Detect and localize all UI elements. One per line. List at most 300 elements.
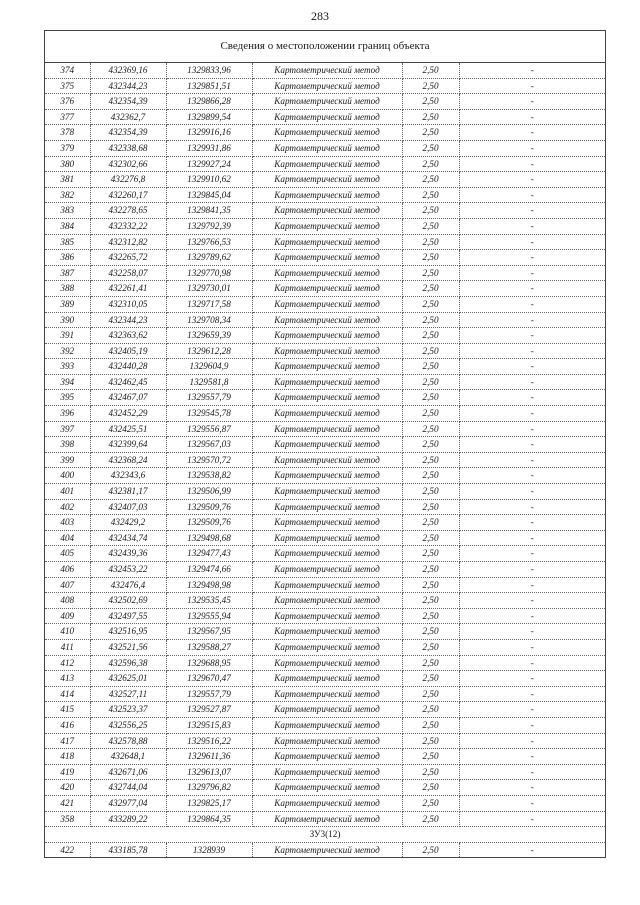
note-cell: -	[459, 468, 605, 484]
y-coordinate-cell: 1329612,28	[166, 343, 252, 359]
accuracy-cell: 2,50	[402, 390, 459, 406]
note-cell: -	[459, 296, 605, 312]
method-cell: Картометрический метод	[252, 140, 402, 156]
y-coordinate-cell: 1329527,87	[166, 702, 252, 718]
y-coordinate-cell: 1329910,62	[166, 172, 252, 188]
note-cell: -	[459, 421, 605, 437]
table-row	[45, 686, 605, 702]
x-coordinate-cell: 432453,22	[90, 562, 166, 578]
method-cell: Картометрический метод	[252, 577, 402, 593]
method-cell: Картометрический метод	[252, 312, 402, 328]
note-cell: -	[459, 94, 605, 110]
y-coordinate-cell: 1329477,43	[166, 546, 252, 562]
note-cell: -	[459, 686, 605, 702]
note-cell: -	[459, 281, 605, 297]
accuracy-cell: 2,50	[402, 655, 459, 671]
method-cell: Картометрический метод	[252, 109, 402, 125]
table-row	[45, 484, 605, 500]
method-cell: Картометрический метод	[252, 187, 402, 203]
point-number-cell: 376	[45, 94, 90, 110]
point-number-cell: 401	[45, 484, 90, 500]
y-coordinate-cell: 1329916,16	[166, 125, 252, 141]
point-number-cell: 403	[45, 515, 90, 531]
accuracy-cell: 2,50	[402, 639, 459, 655]
x-coordinate-cell: 432260,17	[90, 187, 166, 203]
x-coordinate-cell: 432332,22	[90, 218, 166, 234]
method-cell: Картометрический метод	[252, 156, 402, 172]
table-row	[45, 499, 605, 515]
note-cell: -	[459, 343, 605, 359]
method-cell: Картометрический метод	[252, 811, 402, 827]
table-row	[45, 780, 605, 796]
accuracy-cell: 2,50	[402, 203, 459, 219]
y-coordinate-cell: 1329509,76	[166, 515, 252, 531]
point-number-cell: 398	[45, 437, 90, 453]
point-number-cell: 377	[45, 109, 90, 125]
accuracy-cell: 2,50	[402, 281, 459, 297]
point-number-cell: 391	[45, 328, 90, 344]
note-cell: -	[459, 733, 605, 749]
accuracy-cell: 2,50	[402, 842, 459, 857]
point-number-cell: 389	[45, 296, 90, 312]
table-row	[45, 702, 605, 718]
note-cell: -	[459, 795, 605, 811]
point-number-cell: 383	[45, 203, 90, 219]
method-cell: Картометрический метод	[252, 234, 402, 250]
x-coordinate-cell: 432596,38	[90, 655, 166, 671]
note-cell: -	[459, 499, 605, 515]
method-cell: Картометрический метод	[252, 265, 402, 281]
y-coordinate-cell: 1329567,95	[166, 624, 252, 640]
y-coordinate-cell: 1329588,27	[166, 639, 252, 655]
y-coordinate-cell: 1329509,76	[166, 499, 252, 515]
y-coordinate-cell: 1329927,24	[166, 156, 252, 172]
method-cell: Картометрический метод	[252, 764, 402, 780]
point-number-cell: 397	[45, 421, 90, 437]
point-number-cell: 417	[45, 733, 90, 749]
y-coordinate-cell: 1329864,35	[166, 811, 252, 827]
y-coordinate-cell: 1329556,87	[166, 421, 252, 437]
method-cell: Картометрический метод	[252, 63, 402, 78]
y-coordinate-cell: 1329557,79	[166, 686, 252, 702]
y-coordinate-cell: 1329770,98	[166, 265, 252, 281]
y-coordinate-cell: 1329688,95	[166, 655, 252, 671]
note-cell: -	[459, 484, 605, 500]
y-coordinate-cell: 1329792,39	[166, 218, 252, 234]
x-coordinate-cell: 432362,7	[90, 109, 166, 125]
method-cell: Картометрический метод	[252, 328, 402, 344]
point-number-cell: 385	[45, 234, 90, 250]
point-number-cell: 402	[45, 499, 90, 515]
x-coordinate-cell: 432434,74	[90, 530, 166, 546]
x-coordinate-cell: 432671,06	[90, 764, 166, 780]
y-coordinate-cell: 1329789,62	[166, 250, 252, 266]
method-cell: Картометрический метод	[252, 780, 402, 796]
x-coordinate-cell: 432278,65	[90, 203, 166, 219]
accuracy-cell: 2,50	[402, 78, 459, 94]
y-coordinate-cell: 1329498,68	[166, 530, 252, 546]
accuracy-cell: 2,50	[402, 546, 459, 562]
accuracy-cell: 2,50	[402, 172, 459, 188]
accuracy-cell: 2,50	[402, 593, 459, 609]
point-number-cell: 404	[45, 530, 90, 546]
x-coordinate-cell: 432516,95	[90, 624, 166, 640]
note-cell: -	[459, 515, 605, 531]
table-row	[45, 250, 605, 266]
point-number-cell: 409	[45, 608, 90, 624]
y-coordinate-cell: 1329730,01	[166, 281, 252, 297]
x-coordinate-cell: 432368,24	[90, 452, 166, 468]
x-coordinate-cell: 432467,07	[90, 390, 166, 406]
y-coordinate-cell: 1329581,8	[166, 374, 252, 390]
x-coordinate-cell: 432521,56	[90, 639, 166, 655]
method-cell: Картометрический метод	[252, 437, 402, 453]
x-coordinate-cell: 432556,25	[90, 717, 166, 733]
x-coordinate-cell: 432369,16	[90, 63, 166, 78]
x-coordinate-cell: 432497,55	[90, 608, 166, 624]
point-number-cell: 392	[45, 343, 90, 359]
x-coordinate-cell: 432354,39	[90, 125, 166, 141]
y-coordinate-cell: 1329567,03	[166, 437, 252, 453]
method-cell: Картометрический метод	[252, 686, 402, 702]
accuracy-cell: 2,50	[402, 577, 459, 593]
accuracy-cell: 2,50	[402, 94, 459, 110]
method-cell: Картометрический метод	[252, 281, 402, 297]
x-coordinate-cell: 432258,07	[90, 265, 166, 281]
accuracy-cell: 2,50	[402, 140, 459, 156]
note-cell: -	[459, 702, 605, 718]
y-coordinate-cell: 1329670,47	[166, 671, 252, 687]
x-coordinate-cell: 432381,17	[90, 484, 166, 500]
point-number-cell: 382	[45, 187, 90, 203]
accuracy-cell: 2,50	[402, 406, 459, 422]
method-cell: Картометрический метод	[252, 795, 402, 811]
accuracy-cell: 2,50	[402, 187, 459, 203]
method-cell: Картометрический метод	[252, 390, 402, 406]
note-cell: -	[459, 312, 605, 328]
point-number-cell: 411	[45, 639, 90, 655]
note-cell: -	[459, 109, 605, 125]
table-row	[45, 156, 605, 172]
x-coordinate-cell: 432338,68	[90, 140, 166, 156]
y-coordinate-cell: 1329833,96	[166, 63, 252, 78]
note-cell: -	[459, 437, 605, 453]
accuracy-cell: 2,50	[402, 484, 459, 500]
note-cell: -	[459, 842, 605, 857]
accuracy-cell: 2,50	[402, 530, 459, 546]
note-cell: -	[459, 655, 605, 671]
note-cell: -	[459, 187, 605, 203]
coordinates-table	[45, 63, 605, 857]
method-cell: Картометрический метод	[252, 530, 402, 546]
table-row	[45, 265, 605, 281]
y-coordinate-cell: 1329516,22	[166, 733, 252, 749]
y-coordinate-cell: 1329506,99	[166, 484, 252, 500]
method-cell: Картометрический метод	[252, 250, 402, 266]
table-title: Сведения о местоположении границ объекта	[45, 31, 605, 63]
x-coordinate-cell: 432440,28	[90, 359, 166, 375]
x-coordinate-cell: 432405,19	[90, 343, 166, 359]
accuracy-cell: 2,50	[402, 780, 459, 796]
accuracy-cell: 2,50	[402, 499, 459, 515]
table-row	[45, 109, 605, 125]
note-cell: -	[459, 452, 605, 468]
y-coordinate-cell: 1329570,72	[166, 452, 252, 468]
point-number-cell: 379	[45, 140, 90, 156]
method-cell: Картометрический метод	[252, 608, 402, 624]
table-row	[45, 172, 605, 188]
accuracy-cell: 2,50	[402, 343, 459, 359]
x-coordinate-cell: 432407,03	[90, 499, 166, 515]
x-coordinate-cell: 432462,45	[90, 374, 166, 390]
x-coordinate-cell: 432429,2	[90, 515, 166, 531]
table-row	[45, 203, 605, 219]
x-coordinate-cell: 432354,39	[90, 94, 166, 110]
x-coordinate-cell: 432344,23	[90, 312, 166, 328]
point-number-cell: 393	[45, 359, 90, 375]
note-cell: -	[459, 546, 605, 562]
table-row	[45, 452, 605, 468]
method-cell: Картометрический метод	[252, 484, 402, 500]
accuracy-cell: 2,50	[402, 328, 459, 344]
x-coordinate-cell: 432310,05	[90, 296, 166, 312]
table-row	[45, 468, 605, 484]
method-cell: Картометрический метод	[252, 421, 402, 437]
method-cell: Картометрический метод	[252, 562, 402, 578]
x-coordinate-cell: 432265,72	[90, 250, 166, 266]
x-coordinate-cell: 432344,23	[90, 78, 166, 94]
table-row	[45, 717, 605, 733]
method-cell: Картометрический метод	[252, 624, 402, 640]
coordinates-table-body	[45, 63, 605, 857]
point-number-cell: 374	[45, 63, 90, 78]
point-number-cell: 358	[45, 811, 90, 827]
note-cell: -	[459, 671, 605, 687]
x-coordinate-cell: 432276,8	[90, 172, 166, 188]
note-cell: -	[459, 234, 605, 250]
table-row	[45, 530, 605, 546]
point-number-cell: 400	[45, 468, 90, 484]
x-coordinate-cell: 432452,29	[90, 406, 166, 422]
accuracy-cell: 2,50	[402, 234, 459, 250]
accuracy-cell: 2,50	[402, 749, 459, 765]
point-number-cell: 421	[45, 795, 90, 811]
accuracy-cell: 2,50	[402, 421, 459, 437]
table-row	[45, 296, 605, 312]
method-cell: Картометрический метод	[252, 125, 402, 141]
point-number-cell: 420	[45, 780, 90, 796]
x-coordinate-cell: 432523,37	[90, 702, 166, 718]
method-cell: Картометрический метод	[252, 842, 402, 857]
method-cell: Картометрический метод	[252, 749, 402, 765]
table-row	[45, 593, 605, 609]
accuracy-cell: 2,50	[402, 452, 459, 468]
x-coordinate-cell: 432363,62	[90, 328, 166, 344]
x-coordinate-cell: 433289,22	[90, 811, 166, 827]
accuracy-cell: 2,50	[402, 468, 459, 484]
accuracy-cell: 2,50	[402, 156, 459, 172]
y-coordinate-cell: 1329931,86	[166, 140, 252, 156]
accuracy-cell: 2,50	[402, 686, 459, 702]
point-number-cell: 410	[45, 624, 90, 640]
note-cell: -	[459, 530, 605, 546]
table-row	[45, 281, 605, 297]
point-number-cell: 384	[45, 218, 90, 234]
y-coordinate-cell: 1329515,83	[166, 717, 252, 733]
accuracy-cell: 2,50	[402, 63, 459, 78]
note-cell: -	[459, 218, 605, 234]
note-cell: -	[459, 749, 605, 765]
x-coordinate-cell: 432302,66	[90, 156, 166, 172]
note-cell: -	[459, 250, 605, 266]
method-cell: Картометрический метод	[252, 593, 402, 609]
method-cell: Картометрический метод	[252, 655, 402, 671]
note-cell: -	[459, 359, 605, 375]
point-number-cell: 422	[45, 842, 90, 857]
point-number-cell: 375	[45, 78, 90, 94]
section-label: ЗУ3(12)	[45, 827, 605, 843]
x-coordinate-cell: 432439,36	[90, 546, 166, 562]
y-coordinate-cell: 1329535,45	[166, 593, 252, 609]
method-cell: Картометрический метод	[252, 343, 402, 359]
note-cell: -	[459, 172, 605, 188]
table-row	[45, 577, 605, 593]
note-cell: -	[459, 390, 605, 406]
table-row	[45, 515, 605, 531]
y-coordinate-cell: 1329659,39	[166, 328, 252, 344]
point-number-cell: 395	[45, 390, 90, 406]
note-cell: -	[459, 639, 605, 655]
table-row	[45, 374, 605, 390]
method-cell: Картометрический метод	[252, 702, 402, 718]
table-row	[45, 187, 605, 203]
y-coordinate-cell: 1329545,78	[166, 406, 252, 422]
table-row	[45, 437, 605, 453]
method-cell: Картометрический метод	[252, 296, 402, 312]
note-cell: -	[459, 203, 605, 219]
method-cell: Картометрический метод	[252, 546, 402, 562]
table-row	[45, 140, 605, 156]
accuracy-cell: 2,50	[402, 717, 459, 733]
x-coordinate-cell: 432625,01	[90, 671, 166, 687]
point-number-cell: 396	[45, 406, 90, 422]
accuracy-cell: 2,50	[402, 764, 459, 780]
table-row	[45, 639, 605, 655]
y-coordinate-cell: 1328939	[166, 842, 252, 857]
method-cell: Картометрический метод	[252, 452, 402, 468]
y-coordinate-cell: 1329845,04	[166, 187, 252, 203]
point-number-cell: 408	[45, 593, 90, 609]
y-coordinate-cell: 1329851,51	[166, 78, 252, 94]
note-cell: -	[459, 608, 605, 624]
method-cell: Картометрический метод	[252, 94, 402, 110]
y-coordinate-cell: 1329841,35	[166, 203, 252, 219]
y-coordinate-cell: 1329555,94	[166, 608, 252, 624]
y-coordinate-cell: 1329796,82	[166, 780, 252, 796]
note-cell: -	[459, 374, 605, 390]
method-cell: Картометрический метод	[252, 671, 402, 687]
note-cell: -	[459, 811, 605, 827]
table-row	[45, 671, 605, 687]
y-coordinate-cell: 1329498,98	[166, 577, 252, 593]
point-number-cell: 419	[45, 764, 90, 780]
note-cell: -	[459, 328, 605, 344]
accuracy-cell: 2,50	[402, 437, 459, 453]
y-coordinate-cell: 1329866,28	[166, 94, 252, 110]
y-coordinate-cell: 1329825,17	[166, 795, 252, 811]
table-row	[45, 624, 605, 640]
point-number-cell: 415	[45, 702, 90, 718]
note-cell: -	[459, 624, 605, 640]
table-row	[45, 655, 605, 671]
accuracy-cell: 2,50	[402, 811, 459, 827]
method-cell: Картометрический метод	[252, 374, 402, 390]
x-coordinate-cell: 432425,51	[90, 421, 166, 437]
x-coordinate-cell: 432399,64	[90, 437, 166, 453]
y-coordinate-cell: 1329557,79	[166, 390, 252, 406]
x-coordinate-cell: 432977,04	[90, 795, 166, 811]
method-cell: Картометрический метод	[252, 515, 402, 531]
method-cell: Картометрический метод	[252, 406, 402, 422]
method-cell: Картометрический метод	[252, 359, 402, 375]
accuracy-cell: 2,50	[402, 218, 459, 234]
table-row	[45, 359, 605, 375]
method-cell: Картометрический метод	[252, 172, 402, 188]
accuracy-cell: 2,50	[402, 265, 459, 281]
y-coordinate-cell: 1329604,9	[166, 359, 252, 375]
x-coordinate-cell: 432343,6	[90, 468, 166, 484]
x-coordinate-cell: 432578,88	[90, 733, 166, 749]
table-row	[45, 421, 605, 437]
method-cell: Картометрический метод	[252, 717, 402, 733]
table-row	[45, 562, 605, 578]
x-coordinate-cell: 432527,11	[90, 686, 166, 702]
point-number-cell: 399	[45, 452, 90, 468]
note-cell: -	[459, 140, 605, 156]
table-row	[45, 234, 605, 250]
note-cell: -	[459, 125, 605, 141]
method-cell: Картометрический метод	[252, 203, 402, 219]
y-coordinate-cell: 1329538,82	[166, 468, 252, 484]
section-row	[45, 827, 605, 843]
accuracy-cell: 2,50	[402, 702, 459, 718]
method-cell: Картометрический метод	[252, 639, 402, 655]
point-number-cell: 414	[45, 686, 90, 702]
boundary-table-block	[44, 30, 606, 858]
point-number-cell: 406	[45, 562, 90, 578]
accuracy-cell: 2,50	[402, 250, 459, 266]
point-number-cell: 381	[45, 172, 90, 188]
accuracy-cell: 2,50	[402, 624, 459, 640]
table-row	[45, 733, 605, 749]
note-cell: -	[459, 406, 605, 422]
table-row	[45, 125, 605, 141]
note-cell: -	[459, 780, 605, 796]
table-row	[45, 94, 605, 110]
note-cell: -	[459, 265, 605, 281]
y-coordinate-cell: 1329611,36	[166, 749, 252, 765]
x-coordinate-cell: 432476,4	[90, 577, 166, 593]
table-row	[45, 406, 605, 422]
point-number-cell: 412	[45, 655, 90, 671]
point-number-cell: 394	[45, 374, 90, 390]
note-cell: -	[459, 78, 605, 94]
x-coordinate-cell: 432744,04	[90, 780, 166, 796]
x-coordinate-cell: 432502,69	[90, 593, 166, 609]
point-number-cell: 418	[45, 749, 90, 765]
point-number-cell: 413	[45, 671, 90, 687]
table-row	[45, 218, 605, 234]
